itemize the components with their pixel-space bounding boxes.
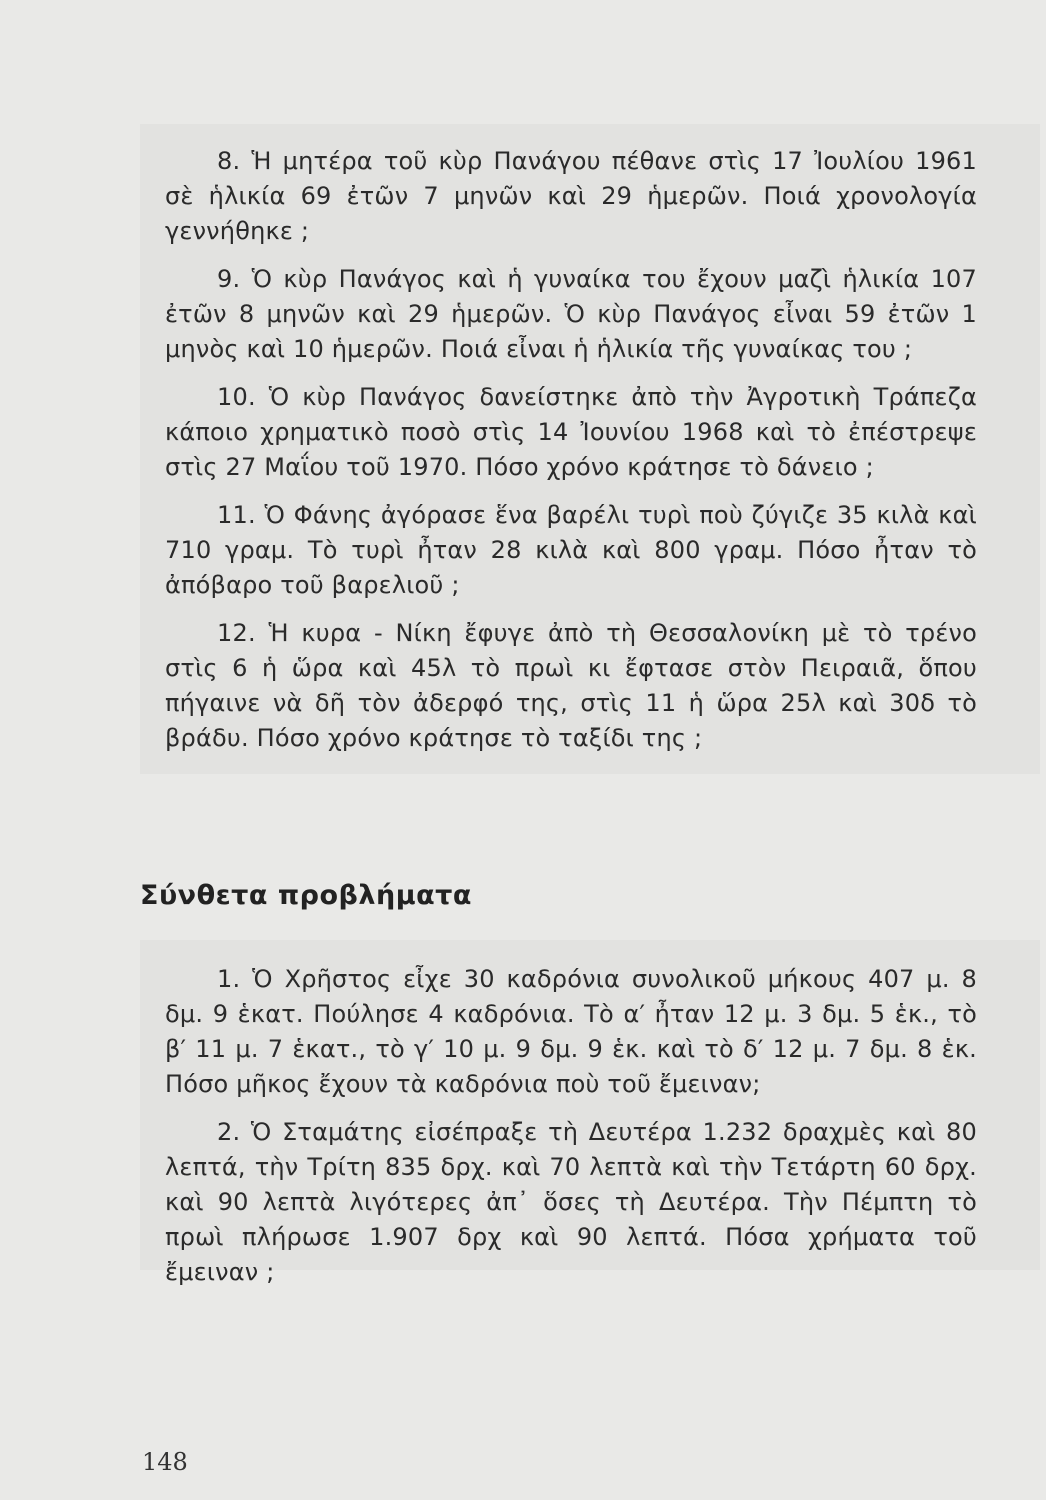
problem-12: 12. Ἡ κυρα - Νίκη ἔφυγε ἀπὸ τὴ Θεσσαλονίκη μὲ τὸ τρένο στὶς 6 ἡ ὥρα καὶ 45λ τὸ πρωὶ κι ἔφτασε στὸν Πειραιᾶ, ὅπου πήγαινε νὰ δῆ τὸν ἀδερφό της, στὶς 11 ἡ ὥρα 25λ καὶ 30δ τὸ βράδυ. Πόσο χρόνο κράτησε τὸ ταξίδι της ; bbox=[165, 619, 977, 752]
problem-11: 11. Ὁ Φάνης ἀγόρασε ἕνα βαρέλι τυρὶ ποὺ ζύγιζε 35 κιλὰ καὶ 710 γραμ. Τὸ τυρὶ ἦταν 28 κιλὰ καὶ 800 γραμ. Πόσο ἦταν τὸ ἀπόβαρο τοῦ βαρελιοῦ ; bbox=[165, 501, 977, 599]
section-title: Σύνθετα προβλήματα bbox=[140, 880, 472, 911]
problems-list-top bbox=[165, 144, 977, 769]
compound-problem-1: 1. Ὁ Χρῆστος εἶχε 30 καδρόνια συνολικοῦ μήκους 407 μ. 8 δμ. 9 ἑκατ. Πούλησε 4 καδρόνια. Τὸ α′ ἦταν 12 μ. 3 δμ. 5 ἑκ., τὸ β′ 11 μ. 7 ἑκατ., τὸ γ′ 10 μ. 9 δμ. 9 ἑκ. καὶ τὸ δ′ 12 μ. 7 δμ. 8 ἑκ. Πόσο μῆκος ἔχουν τὰ καδρόνια ποὺ τοῦ ἔμειναν; bbox=[165, 965, 977, 1098]
problems-list-compound bbox=[165, 962, 977, 1303]
compound-problem-2: 2. Ὁ Σταμάτης εἰσέπραξε τὴ Δευτέρα 1.232 δραχμὲς καὶ 80 λεπτά, τὴν Τρίτη 835 δρχ. καὶ 70 λεπτὰ καὶ τὴν Τετάρτη 60 δρχ. καὶ 90 λεπτὰ λιγότερες ἀπ᾽ ὅσες τὴ Δευτέρα. Τὴν Πέμπτη τὸ πρωὶ πλήρωσε 1.907 δρχ καὶ 90 λεπτά. Πόσα χρήματα τοῦ ἔμειναν ; bbox=[165, 1118, 977, 1286]
problem-9: 9. Ὁ κὺρ Πανάγος καὶ ἡ γυναίκα του ἔχουν μαζὶ ἡλικία 107 ἐτῶν 8 μηνῶν καὶ 29 ἡμερῶν. Ὁ κὺρ Πανάγος εἶναι 59 ἐτῶν 1 μηνὸς καὶ 10 ἡμερῶν. Ποιά εἶναι ἡ ἡλικία τῆς γυναίκας του ; bbox=[165, 265, 977, 363]
problem-10: 10. Ὁ κὺρ Πανάγος δανείστηκε ἀπὸ τὴν Ἀγροτικὴ Τράπεζα κάποιο χρηματικὸ ποσὸ στὶς 14 Ἰουνίου 1968 καὶ τὸ ἐπέστρεψε στὶς 27 Μαΐου τοῦ 1970. Πόσο χρόνο κράτησε τὸ δάνειο ; bbox=[165, 383, 977, 481]
page-number: 148 bbox=[142, 1448, 188, 1476]
problem-8: 8. Ἡ μητέρα τοῦ κὺρ Πανάγου πέθανε στὶς 17 Ἰουλίου 1961 σὲ ἡλικία 69 ἐτῶν 7 μηνῶν καὶ 29 ἡμερῶν. Ποιά χρονολογία γεννήθηκε ; bbox=[165, 147, 977, 245]
